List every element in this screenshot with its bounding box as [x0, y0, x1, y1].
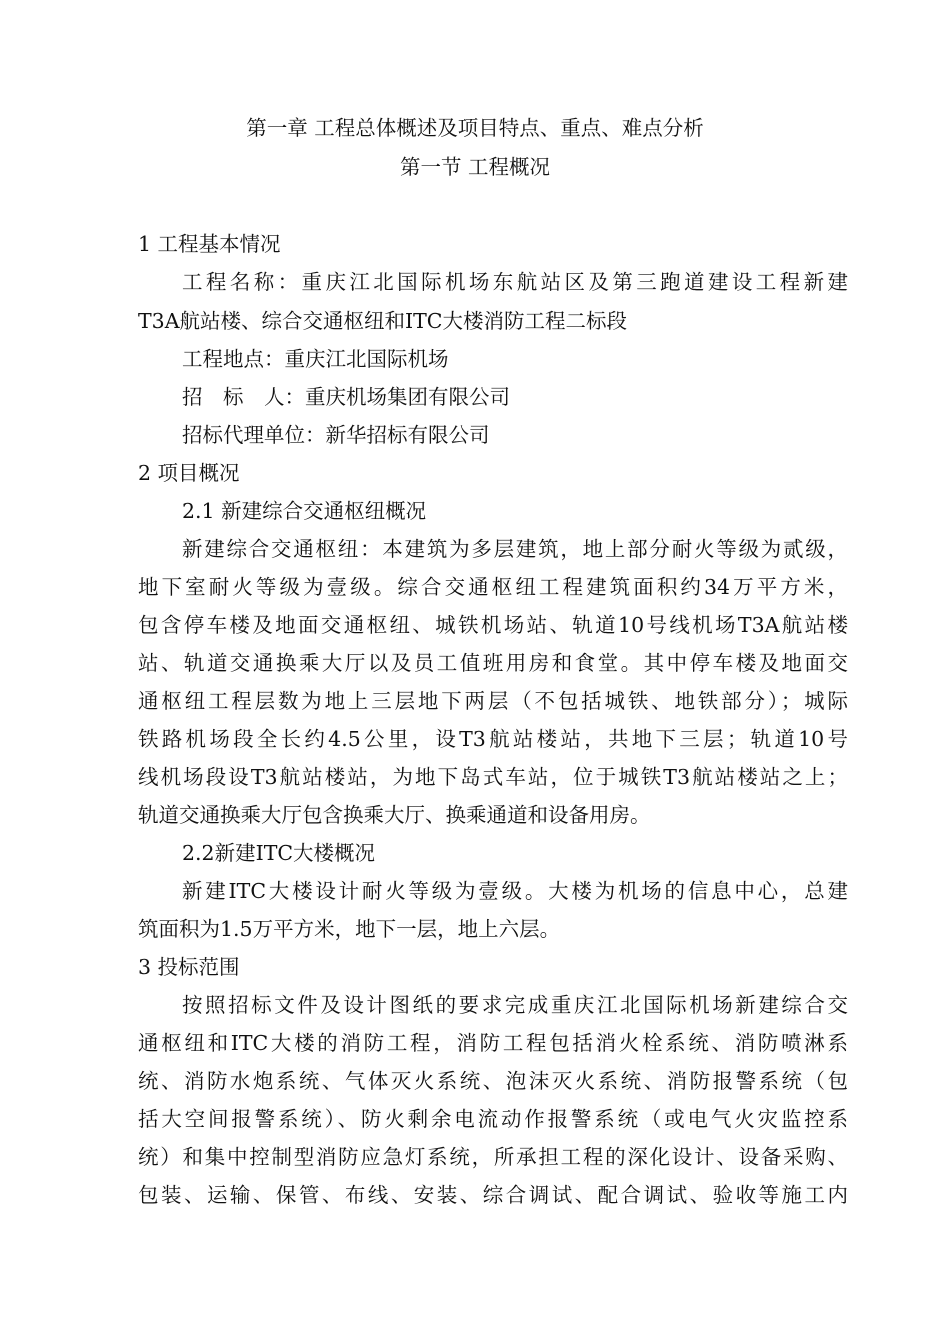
section-title: 第一节 工程概况 [399, 155, 551, 179]
paragraph-line: 括大空间报警系统）、防火剩余电流动作报警系统（或电气火灾监控系 [138, 1107, 848, 1131]
project-name-line-2: T3A航站楼、综合交通枢纽和ITC大楼消防工程二标段 [138, 309, 627, 333]
paragraph-line: 筑面积为1.5万平方米，地下一层，地上六层。 [138, 917, 561, 941]
paragraph-line: 包含停车楼及地面交通枢纽、城铁机场站、轨道10号线机场T3A航站楼 [138, 613, 848, 637]
paragraph-line: 统）和集中控制型消防应急灯系统，所承担工程的深化设计、设备采购、 [138, 1145, 848, 1169]
project-location: 工程地点：重庆江北国际机场 [182, 347, 449, 371]
paragraph-line: 通枢纽和ITC大楼的消防工程，消防工程包括消火栓系统、消防喷淋系 [138, 1031, 848, 1055]
paragraph-line: 统、消防水炮系统、气体灭火系统、泡沫灭火系统、消防报警系统（包 [138, 1069, 848, 1093]
paragraph-line: 按照招标文件及设计图纸的要求完成重庆江北国际机场新建综合交 [182, 993, 848, 1017]
project-name-line-1: 工程名称：重庆江北国际机场东航站区及第三跑道建设工程新建 [182, 270, 848, 294]
heading-bid-scope: 3 投标范围 [138, 955, 240, 979]
heading-itc-building: 2.2新建ITC大楼概况 [182, 841, 376, 865]
paragraph-line: 地下室耐火等级为壹级。综合交通枢纽工程建筑面积约34万平方米， [138, 575, 848, 599]
heading-transport-hub: 2.1 新建综合交通枢纽概况 [182, 499, 427, 523]
paragraph-line: 轨道交通换乘大厅包含换乘大厅、换乘通道和设备用房。 [138, 803, 651, 827]
paragraph-line: 通枢纽工程层数为地上三层地下两层（不包括城铁、地铁部分）；城际 [138, 689, 848, 713]
paragraph-line: 新建综合交通枢纽：本建筑为多层建筑，地上部分耐火等级为贰级， [182, 537, 848, 561]
paragraph-line: 线机场段设T3航站楼站，为地下岛式车站，位于城铁T3航站楼站之上； [138, 765, 848, 789]
paragraph-line: 新建ITC大楼设计耐火等级为壹级。大楼为机场的信息中心，总建 [182, 879, 848, 903]
tender-agency: 招标代理单位：新华招标有限公司 [182, 423, 490, 447]
heading-basic-info: 1 工程基本情况 [138, 232, 281, 256]
chapter-title: 第一章 工程总体概述及项目特点、重点、难点分析 [246, 116, 704, 140]
paragraph-line: 站、轨道交通换乘大厅以及员工值班用房和食堂。其中停车楼及地面交 [138, 651, 848, 675]
tenderer: 招 标 人：重庆机场集团有限公司 [182, 385, 510, 409]
paragraph-line: 铁路机场段全长约4.5公里，设T3航站楼站，共地下三层；轨道10号 [138, 727, 848, 751]
heading-project-overview: 2 项目概况 [138, 461, 240, 485]
paragraph-line: 包装、运输、保管、布线、安装、综合调试、配合调试、验收等施工内 [138, 1183, 848, 1207]
